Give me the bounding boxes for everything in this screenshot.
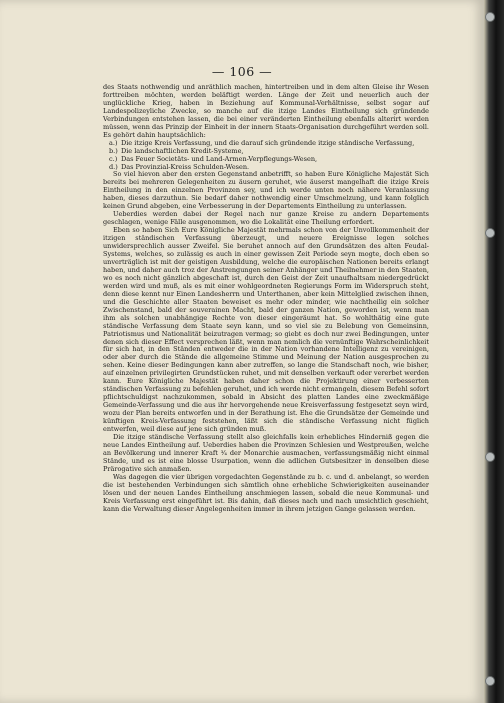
binding-edge: [484, 0, 504, 703]
list-item-d: [103, 164, 429, 172]
paragraph-3: Ueberdies werden dabei der Regel nach nur ganze Kreise zu andern Departements geschlagen, wenige Fälle ausgenommen, wo die Lokalität eine Theilung erfordert.: [103, 210, 429, 227]
list-marker-b: b.): [109, 146, 118, 155]
page-body: [103, 84, 429, 513]
binder-ring: [485, 228, 495, 238]
binder-ring: [485, 676, 495, 686]
binder-ring: [485, 452, 495, 462]
enumerated-list: [103, 140, 429, 172]
list-text-d: Das Provinzial-Kreiss Schulden-Wesen.: [121, 162, 250, 171]
list-text-c: Das Feuer Societäts- und Land-Armen-Verpflegungs-Wesen,: [121, 154, 318, 163]
list-text-a: Die itzige Kreis Verfassung, und die darauf sich gründende itzige ständische Verfassung,: [121, 138, 415, 147]
page-number: — 106 —: [211, 64, 273, 79]
list-text-b: Die landschaftlichen Kredit-Systeme,: [121, 146, 244, 155]
list-marker-a: a.): [109, 138, 118, 147]
binder-ring: [485, 12, 495, 22]
paragraph-6: Was dagegen die vier übrigen vorgedachten Gegenstände zu b. c. und d. anbelangt, so werden die ist bestehenden Verbindungen sich sämtlich ohne erhebliche Schwierigkeiten auseinander lösen und der neuen Landes Eintheilung anschmiegen lassen, sobald die neue Kommunal- und Kreis Verfassung erst eingeführt ist. Bis dahin, daß dieses nach und nach umsichtlich geschieht, kann die Verwaltung dieser Angelegenheiten immer in ihrem jetzigen Gange gelassen werden.: [103, 472, 429, 513]
paragraph-intro: des Staats nothwendig und anräthlich machen, hintertreiben und in dem alten Gleise ihr Wesen forttreiben möchten, werden beläftigt werden. Länge der Zeit und neuerlich auch der unglückliche Krieg, haben in Beziehung auf Kommunal-Verhältnisse, selbst sogar auf Landespolizeyliche Zwecke, so manche auf die itzige Landes Eintheilung sich gründende Verbindungen entstehen lassen, die bei einer veränderten Eintheilung ebenfalls alterirt werden müssen, wenn das Prinzip der Einheit in der innern Staats-Organisation durchgeführt werden soll. Es gehört dahin hauptsächlich:: [103, 83, 429, 139]
paragraph-5: Die itzige ständische Verfassung stellt also gleichfalls kein erhebliches Hinderniß gegen die neue Landes Eintheilung auf. Ueberdies haben die Provinzen Schlesien und Westpreußen, welche an Bevölkerung und innerer Kraft ³⁄₄ der Monarchie ausmachen, verfassungsmäßig nicht einmal Stände, und es ist eine blosse Usurpation, wenn die adlichen Gutsbesitzer in denselben diese Prärogative sich anmaßen.: [103, 432, 429, 473]
paragraph-2: So viel hievon aber den ersten Gegenstand anbetrifft, so haben Eure Königliche Majestät Sich bereits bei mehreren Gelegenheiten zu äusern geruhet, wie äuserst mangelhaft die itzige Kreis Eintheilung in den einzelnen Provinzen sey, und ich werde unten noch nähere Veranlassung haben, dieses darzuthun. Sie bedarf daher nothwendig einer Umschmelzung, und kann folglich keinen Grund abgeben, eine Verbesserung in der Departements Eintheilung zu unterlassen.: [103, 170, 429, 211]
list-marker-c: c.): [109, 154, 118, 163]
list-marker-d: d.): [109, 162, 118, 171]
paragraph-4: Eben so haben Sich Eure Königliche Majestät mehrmals schon von der Unvollkommenheit der itzigen ständischen Verfassung überzeugt, und neuere Ereignisse legen solches unwidersprechlich ausser Zweifel. Sie beruhet annoch auf den Grundsätzen des alten Feudal-Systems, welches, so zulässig es auch in einer gewissen Zeit Periode seyn mogte, doch eben so unverträglich ist mit der geistigen Ausbildung, welche die europäischen Nationen bereits erlangt haben, und daher auch troz der Anstrengungen seiner Anhänger und Theilnehmer in den Staaten, wo es noch nicht gänzlich abgeschaft ist, durch den Geist der Zeit unaufhaltsam niedergedrückt werden wird und muß, als es mit einer wohlgeordneten Regierungs Form im Widerspruch steht, denn diese kennt nur Einen Landesherrn und Unterthanen, aber kein Mittelglied zwischen ihnen, und die Geschichte aller Staaten beweiset es mehr oder minder, wie nachtheilig ein solcher Zwischenstand, bald der souverainen Macht, bald der ganzen Nation, geworden ist, wenn man ihm als solchen unabhängige Rechte von dieser eingeräumt hat. So wohlthätig eine gute ständische Verfassung dem Staate seyn kann, und so viel sie zu Belebung von Gemeinsinn, Patriotismus und Nationalität beizutragen vermag; so giebt es doch nur zwei Bedingungen, unter denen sich dieser Effect versprechen läßt, wenn man nemlich die vernünftige Wahrscheinlichkeit für sich hat, in den Ständen entweder die in der Nation vorhandene Intelligenz zu vereinigen, oder aber durch die Stände die allgemeine Stimme und Meinung der Nation ausgesprochen zu sehen. Keine dieser Bedingungen kann aber zutreffen, so lange die Standschaft noch, wie bisher, auf einzelnen privilegirten Grundstücken ruhet, und mit denselben verkauft oder vererbet werden kann. Eure Königliche Majestät haben daher schon die Projektirung einer verbesserten ständischen Verfassung zu befehlen geruhet, und ich werde nicht ermangeln, diesem Befehl sofort pflichtschuldigst nachzukommen, sobald in Absicht des platten Landes eine zweckmäßige Gemeinde-Verfassung und die aus ihr hervorgehende neue Kreisverfassung festgesetzt seyn wird, wozu der Plan bereits entworfen und in der Berathung ist. Ehe die Grundsätze der Gemeinde und künftigen Kreis-Verfassung feststehen, läßt sich die ständische Verfassung nicht füglich entwerfen, weil diese auf jene sich gründen muß.: [103, 226, 430, 433]
